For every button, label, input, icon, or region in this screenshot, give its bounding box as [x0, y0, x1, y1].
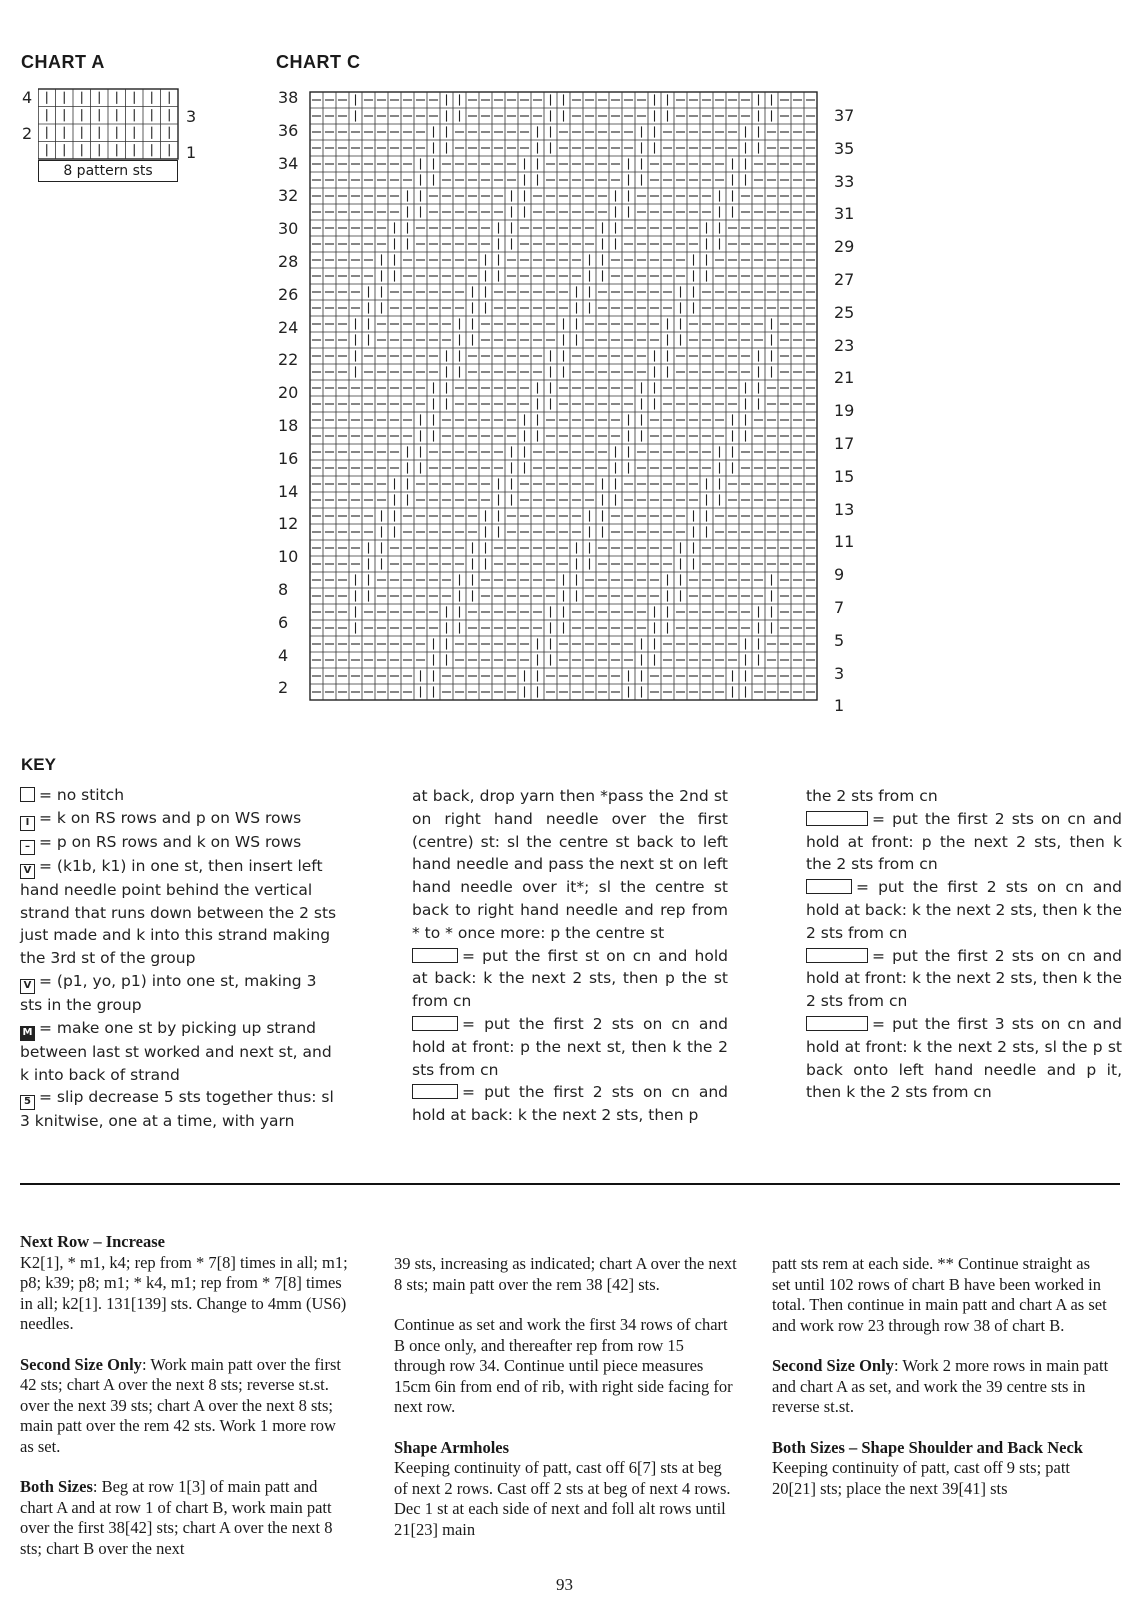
key-entry: = put the first 2 sts on cn and hold at back: k the next 2 sts, then p [412, 1083, 728, 1125]
cable-5-front-symbol-icon [806, 1016, 868, 1031]
no-stitch-symbol-icon [20, 787, 35, 802]
paragraph: 39 sts, increasing as indicated; chart A over the next 8 sts; main patt over the rem 38 [42] sts. [394, 1254, 737, 1294]
chart-c-row-label: 21 [834, 368, 855, 388]
key-entry: = no stitch [20, 784, 340, 807]
chart-c-row-label: 35 [834, 138, 855, 158]
chart-c-row-label: 7 [834, 598, 845, 617]
cable-4-front-symbol-icon [806, 948, 868, 963]
chart-c-row-label: 14 [278, 481, 299, 501]
chart-c-row-label: 22 [278, 350, 299, 370]
chart-c-row-label: 2 [278, 678, 289, 698]
key-entry: = put the first 2 sts on cn and hold at front: p the next 2 sts, then k the 2 sts from cn [806, 809, 1122, 874]
paragraph: Continue as set and work the first 34 rows of chart B once only, and thereafter rep from row 15 through row 34. Continue until piece measures 15cm 6in from end of rib, with right side facing for next row. [394, 1315, 733, 1416]
section-heading: Both Sizes – Shape Shoulder and Back Neck [772, 1437, 1083, 1457]
chart-c-row-label: 20 [278, 383, 299, 403]
chart-c-row-label: 32 [278, 186, 299, 206]
paragraph: Both Sizes: Beg at row 1[3] of main patt and chart A and at row 1 of chart B, work main patt over the first 38[42] sts; chart A over the next 8 sts; chart B over the next [20, 1477, 333, 1558]
paragraph: Keeping continuity of patt, cast off 6[7] sts at beg of next 2 rows. Cast off 2 sts at beg of next 4 rows. Dec 1 st at each side of next and foll alt rows until 21[23] main [394, 1458, 731, 1539]
chart-c-row-label: 34 [278, 153, 299, 173]
inline-heading: Second Size Only [20, 1354, 142, 1374]
cable-4-front-purl-symbol-icon [806, 811, 868, 826]
chart-c-title: CHART C [276, 52, 361, 72]
purl-increase-symbol-icon: V [20, 979, 35, 994]
key-entry: = put the first 2 sts on cn and hold at back: k the next 2 sts, then k the 2 sts from cn [806, 878, 1122, 942]
chart-c-row-label: 15 [834, 466, 855, 486]
key-column-2 [412, 785, 728, 1127]
chart-c-row-label: 28 [278, 252, 299, 271]
chart-c-row-label: 38 [278, 88, 299, 107]
key-entry: the 2 sts from cn [806, 787, 938, 805]
chart-c-row-label: 19 [834, 401, 855, 421]
chart-c-row-label: 10 [278, 547, 299, 567]
chart-c-row-label: 24 [278, 317, 299, 337]
chart-c-row-label: 17 [834, 434, 855, 453]
chart-c-row-label: 23 [834, 335, 855, 355]
chart-c-row-label: 5 [834, 630, 845, 650]
chart-c-row-label: 4 [278, 645, 289, 665]
section-heading: Next Row – Increase [20, 1232, 165, 1251]
chart-c-row-label: 36 [278, 120, 299, 140]
page-number: 93 [556, 1575, 573, 1594]
instructions-column-2 [394, 1254, 738, 1560]
chart-c-row-label: 29 [834, 237, 855, 257]
chart-c-grid [306, 90, 824, 718]
chart-c-row-label: 26 [278, 284, 299, 304]
chart-c-row-label: 1 [834, 696, 845, 716]
paragraph: Keeping continuity of patt, cast off 9 sts; patt 20[21] sts; place the next 39[41] sts [772, 1458, 1071, 1498]
inline-heading: Second Size Only [772, 1356, 894, 1375]
chart-c-row-label: 6 [278, 612, 289, 632]
paragraph: Second Size Only: Work 2 more rows in main patt and chart A as set, and work the 39 centre sts in reverse st.st. [772, 1356, 1109, 1416]
chart-c-row-label: 37 [834, 106, 855, 125]
cable-4-back-purl-symbol-icon [412, 1084, 458, 1099]
chart-c-row-label: 8 [278, 580, 289, 599]
chart-c-row-label: 13 [834, 499, 855, 519]
paragraph: patt sts rem at each side. ** Continue straight as set until 102 rows of chart B have been worked in total. Then continue in main patt and chart A as set and work row 23 through row 38 of chart B. [772, 1254, 1107, 1335]
chart-c-row-label: 30 [278, 219, 299, 239]
key-entry: – = p on RS rows and k on WS rows [20, 831, 340, 855]
key-entry: 5 = slip decrease 5 sts together thus: sl 3 knitwise, one at a time, with yarn [20, 1088, 334, 1131]
instructions-column-1 [20, 1232, 350, 1579]
knit-symbol-icon: I [20, 816, 35, 831]
chart-c-row-label: 25 [834, 302, 855, 322]
key-column-1 [20, 784, 340, 1133]
key-entry: V = (p1, yo, p1) into one st, making 3 sts in the group [20, 971, 317, 1014]
chart-c-row-label: 27 [834, 270, 855, 289]
chart-c-row-label: 16 [278, 448, 299, 468]
chart-a-row-label: 3 [186, 107, 197, 126]
key-entry: = put the first 2 sts on cn and hold at front: k the next 2 sts, then k the 2 sts from cn [806, 946, 1122, 1011]
chart-c-row-label: 12 [278, 514, 299, 534]
paragraph: Second Size Only: Work main patt over the first 42 sts; chart A over the next 8 sts; reverse st.st. over the next 39 sts; chart A over the next 8 sts; main patt over the rem 42 sts. Work 1 more row as set. [20, 1354, 342, 1456]
chart-c-row-label: 18 [278, 416, 299, 435]
slip-decrease-symbol-icon: 5 [20, 1095, 35, 1110]
chart-a-row-label: 1 [186, 143, 197, 162]
paragraph: K2[1], * m1, k4; rep from * 7[8] times in all; m1; p8; k39; p8; m1; * k4, m1; rep from * 7[8] times in all; k2[1]. 131[139] sts. Change to 4mm (US6) needles. [20, 1252, 348, 1333]
chart-c-row-label: 9 [834, 565, 845, 585]
key-title: KEY [21, 755, 56, 774]
chart-c-row-label: 33 [834, 171, 855, 191]
key-column-3 [806, 785, 1122, 1104]
inline-heading: Both Sizes [20, 1477, 93, 1496]
key-entry: = put the first st on cn and hold at back: k the next 2 sts, then p the st from cn [412, 946, 728, 1011]
chart-a-row-label: 4 [22, 88, 33, 107]
instructions-column-3 [772, 1254, 1112, 1519]
key-entry: M = make one st by picking up strand between last st worked and next st, and k into back of strand [20, 1018, 332, 1084]
purl-symbol-icon: – [20, 840, 35, 855]
increase-symbol-icon: V [20, 864, 35, 879]
chart-c-row-label: 31 [834, 204, 855, 224]
key-entry: = put the first 3 sts on cn and hold at front: k the next 2 sts, sl the p st back onto left hand needle and p it, then k the 2 sts from cn [806, 1014, 1122, 1102]
key-entry: I = k on RS rows and p on WS rows [20, 807, 340, 831]
chart-c-row-label: 3 [834, 663, 845, 683]
cable-3-front-purl-symbol-icon [412, 1016, 458, 1031]
cable-3-back-purl-symbol-icon [412, 948, 458, 963]
chart-a-title: CHART A [21, 52, 105, 72]
chart-c-row-label: 11 [834, 532, 855, 552]
cable-4-back-symbol-icon [806, 879, 852, 894]
chart-a-pattern-label: 8 pattern sts [38, 160, 178, 182]
make-one-symbol-icon: M [20, 1026, 35, 1041]
section-divider [20, 1183, 1120, 1185]
key-entry: at back, drop yarn then *pass the 2nd st on right hand needle over the first (centre) st: sl the centre st back to left hand needle and pass the next st on left hand needle over it*; sl the centre st back to right hand needle and rep from * to * once more: p the centre st [412, 787, 728, 942]
chart-a-grid [38, 88, 180, 162]
key-entry: V = (k1b, k1) in one st, then insert left hand needle point behind the vertical strand that runs down between the 2 sts just made and k into this strand making the 3rd st of the group [20, 856, 337, 968]
key-entry: = put the first 2 sts on cn and hold at front: p the next st, then k the 2 sts from cn [412, 1014, 728, 1079]
section-heading: Shape Armholes [394, 1437, 510, 1457]
chart-a-row-label: 2 [22, 124, 33, 143]
